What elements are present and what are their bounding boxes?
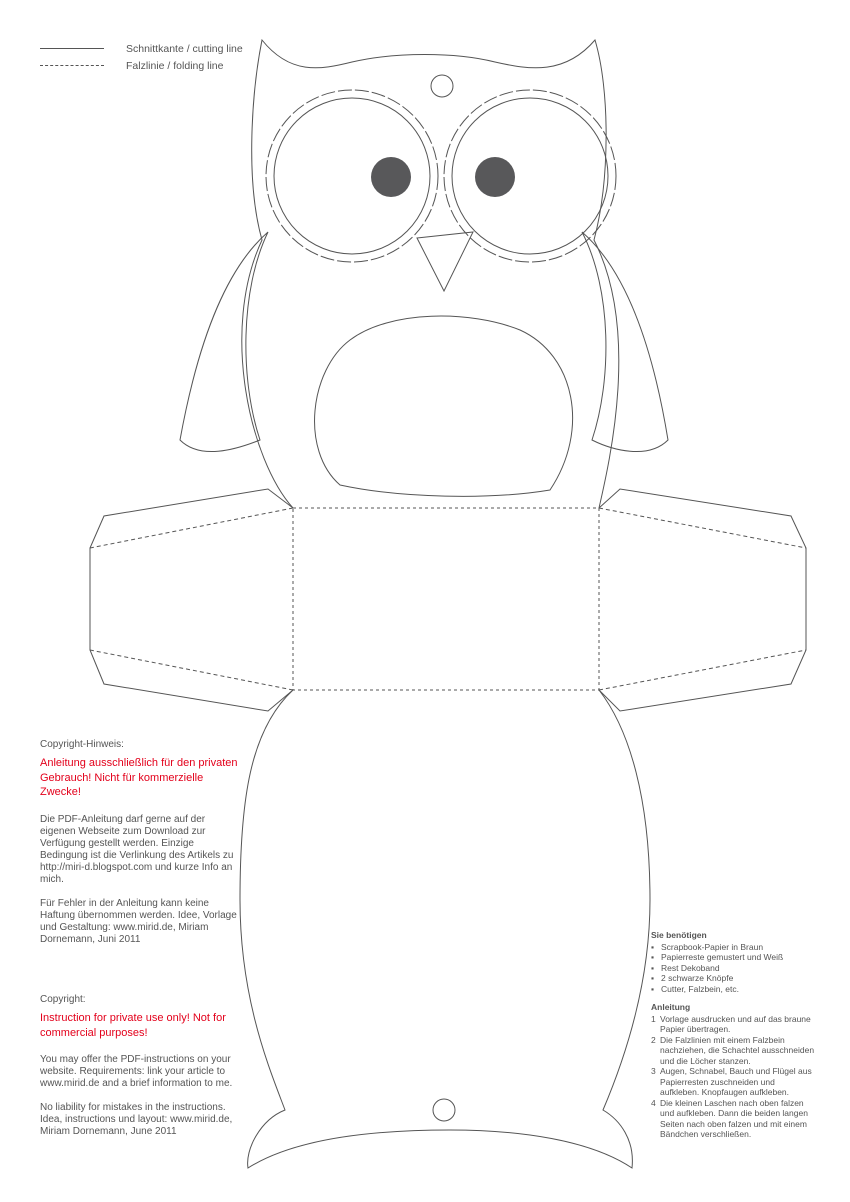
materials-item: ▪ Rest Dekoband xyxy=(651,963,816,974)
copyright-de-warning: Anleitung ausschließlich für den privaten Gebrauch! Nicht für kommerzielle Zwecke! xyxy=(40,757,238,798)
belly xyxy=(315,316,573,496)
legend-cutting-label: Schnittkante / cutting line xyxy=(126,42,243,55)
copyright-german xyxy=(40,739,240,958)
box-front-panel xyxy=(293,508,599,690)
instruction-step: 1 Vorlage ausdrucken und auf das braune Papier übertragen. xyxy=(651,1014,816,1035)
materials-item: ▪ Papierreste gemustert und Weiß xyxy=(651,952,816,963)
top-hole xyxy=(431,75,453,97)
copyright-en-heading: Copyright: xyxy=(40,994,86,1005)
solid-line-sample xyxy=(40,48,104,49)
right-wing xyxy=(582,232,668,452)
materials-item: ▪ Scrapbook-Papier in Braun xyxy=(651,942,816,953)
lower-body-outline xyxy=(240,690,650,1168)
dashed-line-sample xyxy=(40,65,104,66)
copyright-en-para2: No liability for mistakes in the instructions. Idea, instructions und layout: www.mirid.de, Miriam Dornemann, June 2011 xyxy=(40,1102,233,1137)
legend-folding xyxy=(40,57,243,74)
line-legend xyxy=(40,40,243,74)
left-tab xyxy=(90,489,293,711)
copyright-en-warning: Instruction for private use only! Not for commercial purposes! xyxy=(40,1012,226,1039)
materials-item: ▪ 2 schwarze Knöpfe xyxy=(651,973,816,984)
instruction-step: 2 Die Falzlinien mit einem Falzbein nachziehen, die Schachtel ausschneiden und die Löcher stanzen. xyxy=(651,1035,816,1067)
left-wing xyxy=(180,232,268,452)
left-pupil xyxy=(371,157,411,197)
right-pupil xyxy=(475,157,515,197)
materials-title: Sie benötigen xyxy=(651,930,707,940)
legend-cutting xyxy=(40,40,243,57)
materials-item: ▪ Cutter, Falzbein, etc. xyxy=(651,984,816,995)
instructions-title: Anleitung xyxy=(651,1002,691,1012)
instruction-step: 3 Augen, Schnabel, Bauch und Flügel aus Papierresten zuschneiden und aufkleben. Knopfaugen aufkleben. xyxy=(651,1066,816,1098)
owl-head-outline xyxy=(242,40,619,508)
beak xyxy=(417,232,473,291)
copyright-de-heading: Copyright-Hinweis: xyxy=(40,739,124,750)
instruction-step: 4 Die kleinen Laschen nach oben falzen und aufkleben. Dann die beiden langen Seiten nach oben falzen und mit einem Bändchen verschließen. xyxy=(651,1098,816,1140)
copyright-en-para1: You may offer the PDF-instructions on your website. Requirements: link your article to www.mirid.de and a brief information to me. xyxy=(40,1054,233,1089)
legend-folding-label: Falzlinie / folding line xyxy=(126,59,224,72)
instructions-box xyxy=(651,930,816,1140)
right-tab xyxy=(599,489,806,711)
bottom-hole xyxy=(433,1099,455,1121)
copyright-de-para2: Für Fehler in der Anleitung kann keine Haftung übernommen werden. Idee, Vorlage und Gestaltung: www.mirid.de, Miriam Dornemann, Juni 2011 xyxy=(40,897,237,945)
copyright-english xyxy=(40,994,240,1150)
instructions-list xyxy=(651,1014,816,1140)
copyright-de-para1: Die PDF-Anleitung darf gerne auf der eigenen Webseite zum Download zur Verfügung gestellt werden. Einzige Bedingung ist die Verlinkung des Artikels zu http://miri-d.blogspot.com und kurze Info an mich. xyxy=(40,813,234,885)
materials-list xyxy=(651,942,816,995)
